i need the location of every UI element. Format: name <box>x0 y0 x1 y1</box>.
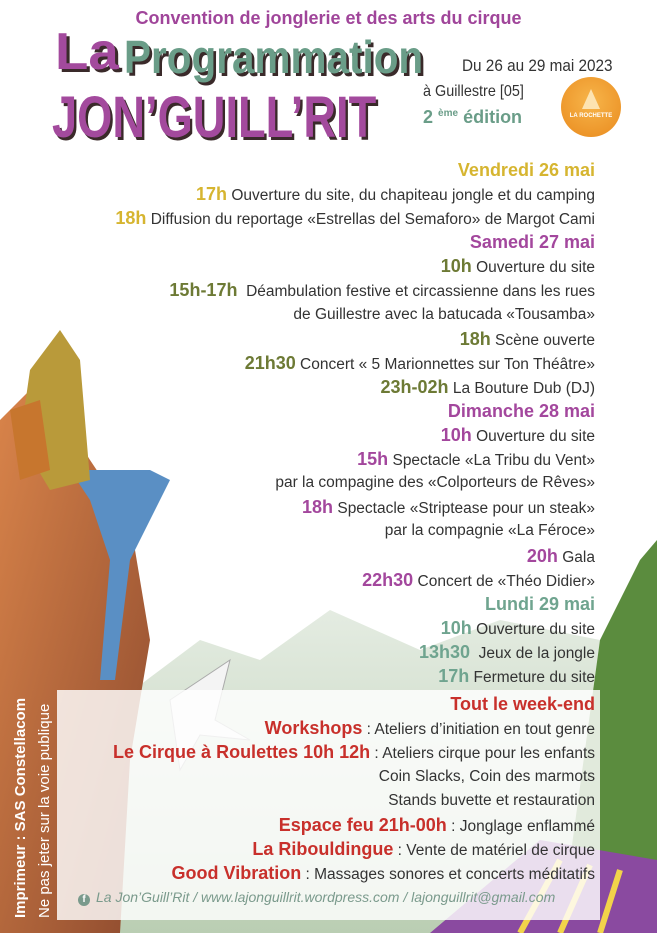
program-description: Jeux de la jongle <box>470 644 595 662</box>
weekend-item-label: La Ribouldingue <box>252 839 394 860</box>
weekend-item <box>113 789 595 813</box>
weekend-item <box>113 813 595 837</box>
program-description: Ouverture du site <box>471 620 595 638</box>
weekend-item-text: : Ateliers cirque pour les enfants <box>370 745 595 763</box>
day-heading-friday: Vendredi 26 mai <box>457 160 595 180</box>
edition-number: 2 <box>423 107 434 127</box>
program-description: Fermeture du site <box>469 668 595 686</box>
weekend-item <box>113 765 595 789</box>
program-time: 15h <box>357 449 389 470</box>
program-description: Spectacle «La Tribu du Vent» <box>388 452 595 470</box>
public-notice: Ne pas jeter sur la voie publique <box>36 703 53 918</box>
weekend-item <box>113 716 595 740</box>
program-item <box>115 616 595 640</box>
weekend-section <box>113 692 595 886</box>
title-la: La <box>55 23 119 81</box>
program-time: 20h <box>526 545 558 566</box>
facebook-icon: f <box>78 894 90 906</box>
program-time: 22h30 <box>362 569 414 590</box>
program-item <box>115 471 595 495</box>
program-item <box>115 351 595 375</box>
title-programmation: Programmation <box>124 31 424 83</box>
program-item <box>115 423 595 447</box>
program-item <box>115 327 595 351</box>
program-description: Ouverture du site <box>471 259 595 277</box>
weekend-item <box>113 837 595 861</box>
program-item <box>115 568 595 592</box>
printer-credit: Imprimeur : SAS Constellacom <box>12 697 29 918</box>
program-description: Scène ouverte <box>490 331 595 349</box>
program-item <box>115 254 595 278</box>
program-description: Concert de «Théo Didier» <box>413 572 595 590</box>
weekend-item-text: : Jonglage enflammé <box>446 817 595 835</box>
program-item <box>115 544 595 568</box>
program-item <box>115 375 595 399</box>
program-description: par la compagine des «Colporteurs de Rêves» <box>275 474 595 492</box>
program-item <box>115 278 595 302</box>
program-time: 18h <box>302 497 334 518</box>
program-description: Spectacle «Striptease pour un steak» <box>333 500 595 518</box>
program-time: 17h <box>438 665 470 686</box>
program-item <box>115 447 595 471</box>
program-time: 15h-17h <box>169 280 238 301</box>
day-heading-sunday: Dimanche 28 mai <box>447 400 595 421</box>
program-item <box>115 495 595 519</box>
program-description: La Bouture Dub (DJ) <box>448 379 595 397</box>
edition-sup: ème <box>438 108 459 119</box>
program-time: 13h30 <box>419 641 471 662</box>
weekend-item-label: Workshops <box>264 718 363 739</box>
logo-text: LA ROCHETTE <box>569 113 613 119</box>
day-heading-saturday: Samedi 27 mai <box>469 232 595 253</box>
program-time: 18h <box>115 208 147 229</box>
program-time: 10h <box>440 425 472 446</box>
weekend-title: Tout le week-end <box>450 694 595 714</box>
footer-text[interactable]: La Jon’Guill’Rit / www.lajonguillrit.wordpress.com / lajonguillrit@gmail.com <box>96 889 556 905</box>
program-time: 10h <box>440 256 472 277</box>
weekend-item-text: : Vente de matériel de cirque <box>393 842 595 860</box>
edition <box>423 107 522 128</box>
program-description: Concert « 5 Marionnettes sur Ton Théâtre» <box>295 355 595 373</box>
edition-word: édition <box>463 107 523 127</box>
program-list <box>115 158 595 688</box>
weekend-item-text: Stands buvette et restauration <box>388 791 595 809</box>
program-description: par la compagnie «La Féroce» <box>384 522 595 540</box>
program-item <box>115 303 595 327</box>
weekend-item-label: Espace feu 21h-00h <box>278 814 447 835</box>
program-time: 23h-02h <box>380 376 449 397</box>
program-item <box>115 640 595 664</box>
program-time: 21h30 <box>244 352 296 373</box>
weekend-item <box>113 740 595 764</box>
footer-contact <box>78 889 555 906</box>
program-item <box>115 182 595 206</box>
day-heading-monday: Lundi 29 mai <box>484 593 595 614</box>
event-subtitle: Convention de jonglerie et des arts du cirque <box>135 8 522 28</box>
title-festival-name: JON’GUILL’RIT <box>52 85 377 150</box>
program-item <box>115 519 595 543</box>
program-description: Diffusion du reportage «Estrellas del Semaforo» de Margot Cami <box>146 211 595 229</box>
weekend-item-label: Good Vibration <box>171 863 302 884</box>
la-rochette-logo <box>561 77 621 137</box>
program-item <box>115 206 595 230</box>
weekend-item-text: : Massages sonores et concerts méditatifs <box>301 866 595 884</box>
program-description: Ouverture du site <box>471 428 595 446</box>
weekend-item <box>113 861 595 885</box>
program-time: 10h <box>440 617 472 638</box>
event-dates: Du 26 au 29 mai 2023 <box>462 56 613 75</box>
program-description: Déambulation festive et circassienne dans les rues <box>237 283 595 301</box>
event-place: à Guillestre [05] <box>423 83 524 100</box>
weekend-item-label: Le Cirque à Roulettes 10h 12h <box>113 742 371 763</box>
program-description: de Guillestre avec la batucada «Tousamba» <box>293 305 595 323</box>
program-time: 17h <box>196 184 228 205</box>
program-item <box>115 664 595 688</box>
weekend-item-text: Coin Slacks, Coin des marmots <box>378 767 595 785</box>
weekend-item-text: : Ateliers d’initiation en tout genre <box>362 721 595 739</box>
program-description: Ouverture du site, du chapiteau jongle et du camping <box>227 187 595 205</box>
tent-icon <box>582 89 600 109</box>
program-description: Gala <box>557 548 595 566</box>
program-time: 18h <box>459 328 491 349</box>
